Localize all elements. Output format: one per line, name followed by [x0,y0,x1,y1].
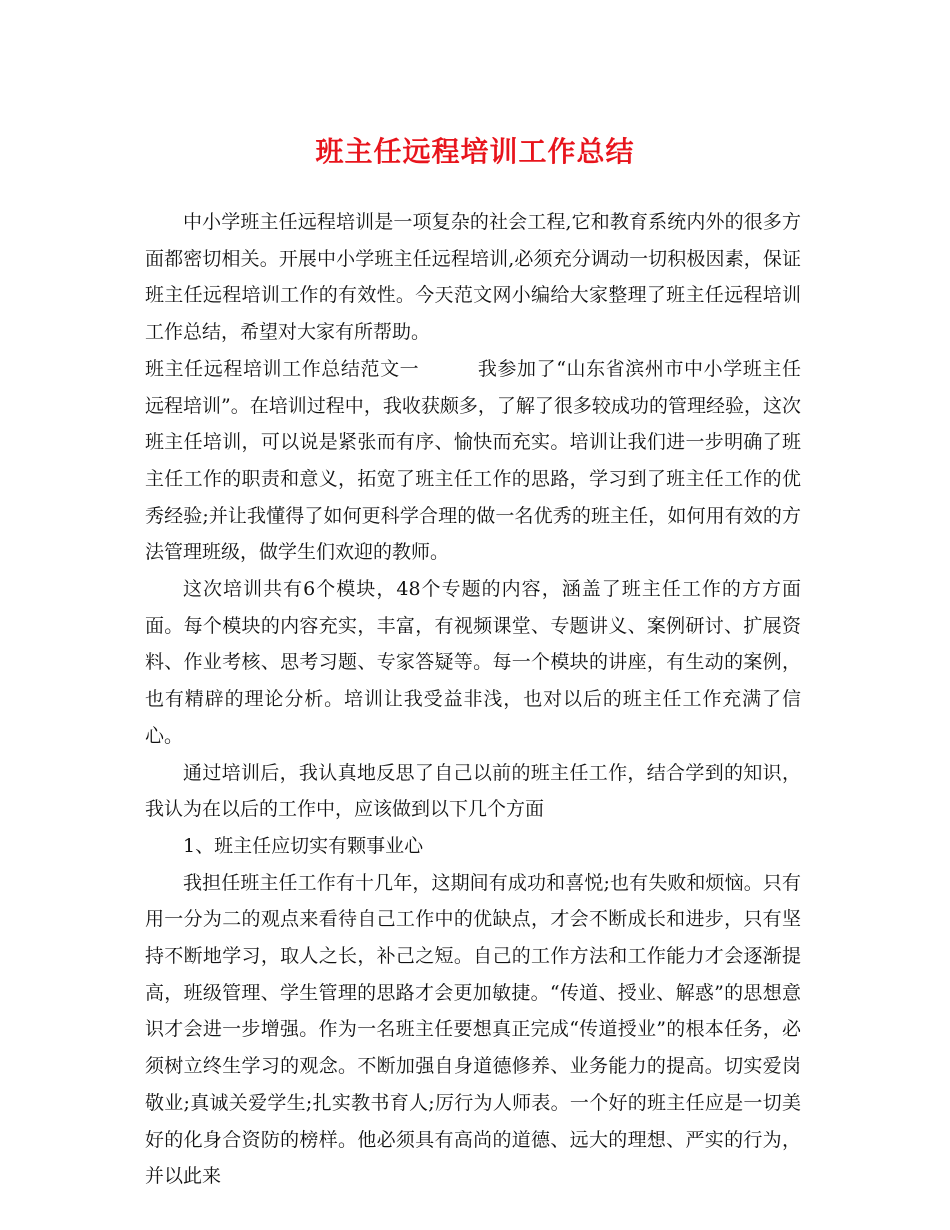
document-body [145,204,801,1195]
point-1-heading: 1、班主任应切实有颗事业心 [183,834,424,857]
document-title: 班主任远程培训工作总结 [315,135,635,168]
modules-paragraph: 这次培训共有6个模块，48个专题的内容，涵盖了班主任工作的方方面面。每个模块的内容充实，丰富，有视频课堂、专题讲义、案例研讨、扩展资料、作业考核、思考习题、专家答疑等。每一个模块的讲座，有生动的案例，也有精辟的理论分析。培训让我受益非浅，也对以后的班主任工作充满了信心。 [145,578,801,747]
point-1-paragraph: 我担任班主任工作有十几年，这期间有成功和喜悦;也有失败和烦恼。只有用一分为二的观点来看待自己工作中的优缺点，才会不断成长和进步，只有坚持不断地学习，取人之长，补己之短。自己的工作方法和工作能力才会逐渐提高，班级管理、学生管理的思路才会更加敏捷。“传道、授业、解惑”的思想意识才会进一步增强。作为一名班主任要想真正完成“传道授业”的根本任务，必须树立终生学习的观念。不断加强自身道德修养、业务能力的提高。切实爱岗敬业;真诚关爱学生;扎实教书育人;厉行为人师表。一个好的班主任应是一切美好的化身合资防的榜样。他必须具有高尚的道德、远大的理想、严实的行为，并以此来 [145,871,801,1188]
intro-paragraph: 中小学班主任远程培训是一项复杂的社会工程,它和教育系统内外的很多方面都密切相关。开展中小学班主任远程培训,必须充分调动一切积极因素，保证班主任远程培训工作的有效性。今天范文网小编给大家整理了班主任远程培训工作总结，希望对大家有所帮助。 [145,211,801,344]
sample-heading: 班主任远程培训工作总结范文一 [145,357,420,380]
reflection-paragraph: 通过培训后，我认真地反思了自己以前的班主任工作，结合学到的知识，我认为在以后的工作中，应该做到以下几个方面 [145,761,801,821]
sample-paragraph [145,351,801,571]
sample-lead-text: 我参加了“山东省滨州市中小学班主任远程培训”。在培训过程中，我收获颇多，了解了很多较成功的管理经验，这次班主任培训，可以说是紧张而有序、愉快而充实。培训让我们进一步明确了班主任工作的职责和意义，拓宽了班主任工作的思路，学习到了班主任工作的优秀经验;并让我懂得了如何更科学合理的做一名优秀的班主任，如何用有效的方法管理班级，做学生们欢迎的教师。 [145,357,801,564]
